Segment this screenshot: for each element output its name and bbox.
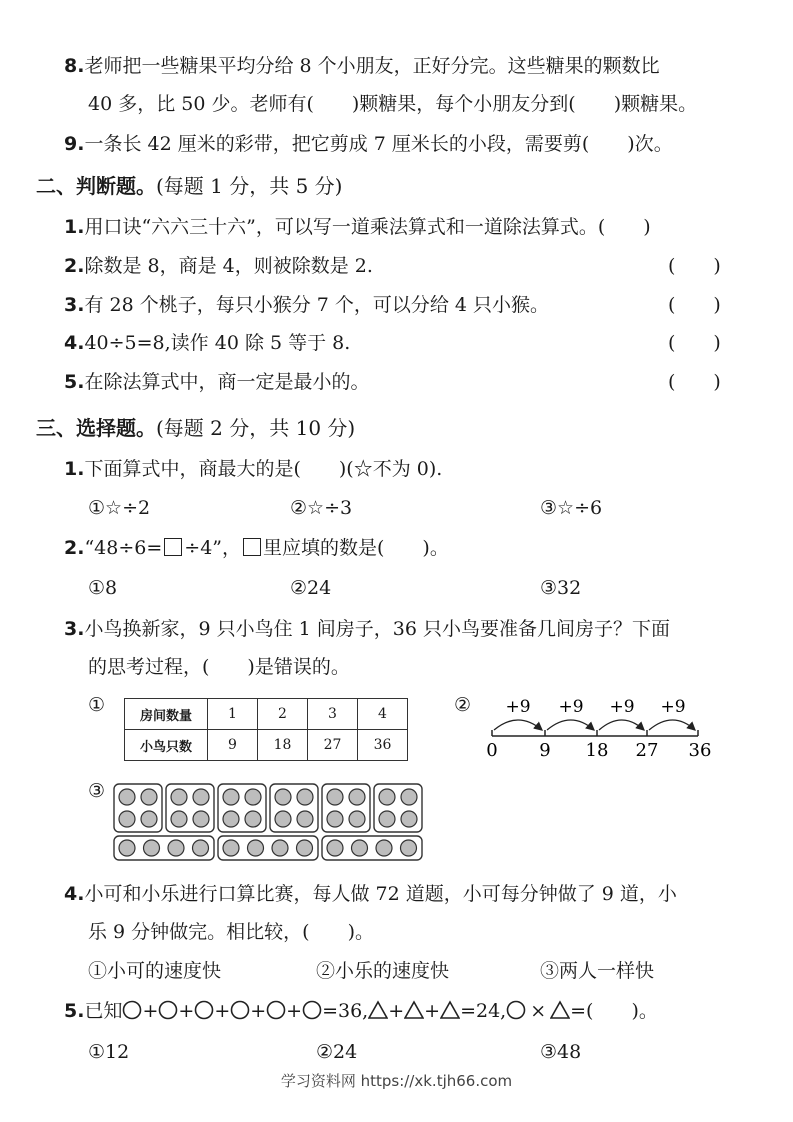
dot <box>168 840 184 856</box>
option-2: ②☆÷3 <box>290 497 353 519</box>
option-2: ②24 <box>290 577 332 599</box>
triangle-icon <box>368 1000 388 1022</box>
judge-item-2 <box>64 254 373 278</box>
tick-36 <box>689 730 712 761</box>
question-number: 4. <box>64 883 85 905</box>
choice-question-3-line1 <box>64 617 670 641</box>
circle-sum <box>122 1000 322 1022</box>
svg-text:+9: +9 <box>660 697 686 717</box>
answer-paren: ( ) <box>668 255 721 277</box>
dot <box>349 811 365 827</box>
question-number: 3. <box>64 294 85 316</box>
judge-item-3 <box>64 293 549 317</box>
plus-sign: + <box>388 1000 405 1022</box>
option-2: ②24 <box>316 1041 358 1063</box>
svg-text:+9: +9 <box>609 697 635 717</box>
question-text: 除数是 8，商是 4，则被除数是 2. <box>84 255 373 277</box>
jump-arrow <box>649 697 695 730</box>
circle-icon <box>158 1000 178 1022</box>
tick-0 <box>486 730 497 761</box>
circle-icon <box>122 1000 142 1022</box>
triangle-sum <box>368 1000 460 1022</box>
section-title: 三、选择题。 <box>36 416 156 440</box>
plus-sign: + <box>142 1000 159 1022</box>
table-cell: 27 <box>308 730 358 761</box>
blank-box-icon <box>164 538 182 556</box>
dot <box>223 840 239 856</box>
table-row <box>125 699 408 730</box>
option-1: ①12 <box>88 1041 130 1063</box>
dot <box>119 811 135 827</box>
dot <box>349 789 365 805</box>
dot <box>193 811 209 827</box>
dot <box>193 789 209 805</box>
jump-arrow <box>547 697 594 730</box>
section-subtitle: (每题 2 分，共 10 分) <box>156 416 356 440</box>
plus-sign: + <box>286 1000 303 1022</box>
question-text: 40÷5=8,读作 40 除 5 等于 8. <box>84 332 351 354</box>
choice-question-4-line1 <box>64 882 677 906</box>
question-text: 里应填的数是( )。 <box>263 537 449 559</box>
figure-marker-2: ② <box>454 694 472 716</box>
question-number: 8. <box>64 55 85 77</box>
question-text: =( )。 <box>570 1000 658 1022</box>
dot <box>297 840 313 856</box>
answer-paren: ( ) <box>668 332 721 354</box>
question-number: 9. <box>64 133 85 155</box>
question-number: 3. <box>64 618 85 640</box>
plus-sign: + <box>178 1000 195 1022</box>
question-text: 小可和小乐进行口算比赛，每人做 72 道题，小可每分钟做了 9 道，小 <box>84 883 677 905</box>
circle-icon <box>230 1000 250 1022</box>
grouped-dots-figure <box>112 782 432 862</box>
table-cell: 4 <box>358 699 408 730</box>
option-2: ②小乐的速度快 <box>316 960 450 982</box>
question-number: 5. <box>64 371 85 393</box>
dot <box>379 811 395 827</box>
dot <box>401 789 417 805</box>
dot <box>275 811 291 827</box>
choice-question-2 <box>64 536 449 560</box>
dot <box>248 840 264 856</box>
dot <box>327 789 343 805</box>
dot <box>223 789 239 805</box>
plus-sign: + <box>250 1000 267 1022</box>
option-3: ③48 <box>540 1041 582 1063</box>
dot <box>376 840 392 856</box>
svg-text:+9: +9 <box>558 697 584 717</box>
question-number: 1. <box>64 458 85 480</box>
question-text: 小鸟换新家，9 只小鸟住 1 间房子，36 只小鸟要准备几间房子？下面 <box>84 618 670 640</box>
times-sign: × <box>530 1000 547 1022</box>
table-cell: 18 <box>258 730 308 761</box>
question-number: 2. <box>64 537 85 559</box>
question-text: 一条长 42 厘米的彩带，把它剪成 7 厘米长的小段，需要剪( )次。 <box>84 133 673 155</box>
figure-marker-3: ③ <box>88 780 106 802</box>
table-row <box>125 730 408 761</box>
option-1: ①8 <box>88 577 118 599</box>
judge-item-4 <box>64 331 350 355</box>
question-text: 有 28 个桃子，每只小猴分 7 个，可以分给 4 只小猴。 <box>84 294 550 316</box>
dot <box>141 811 157 827</box>
table-cell: 36 <box>358 730 408 761</box>
plus-sign: + <box>214 1000 231 1022</box>
option-3: ③☆÷6 <box>540 497 603 519</box>
dot <box>223 811 239 827</box>
option-3: ③两人一样快 <box>540 960 655 982</box>
dot <box>171 811 187 827</box>
question-text: 老师把一些糖果平均分给 8 个小朋友，正好分完。这些糖果的颗数比 <box>84 55 660 77</box>
figure-marker-1: ① <box>88 694 106 716</box>
question-number: 2. <box>64 255 85 277</box>
tick-9 <box>539 730 550 761</box>
judge-item-1 <box>64 215 651 239</box>
question-text: =36, <box>322 1000 369 1022</box>
jump-arrow <box>599 697 644 730</box>
answer-paren: ( ) <box>668 294 721 316</box>
svg-text:27: 27 <box>635 740 659 761</box>
choice-question-5 <box>64 999 658 1023</box>
tick-18 <box>586 730 609 761</box>
dot <box>327 840 343 856</box>
svg-text:0: 0 <box>486 740 498 761</box>
question-text: 用口诀“六六三十六”，可以写一道乘法算式和一道除法算式。( ) <box>84 216 651 238</box>
plus-sign: + <box>424 1000 441 1022</box>
section-3-heading <box>36 416 355 440</box>
option-1: ①☆÷2 <box>88 497 151 519</box>
question-number: 5. <box>64 1000 85 1022</box>
table-cell: 3 <box>308 699 358 730</box>
option-1: ①小可的速度快 <box>88 960 222 982</box>
dot <box>144 840 160 856</box>
question-text: =24, <box>460 1000 507 1022</box>
svg-text:+9: +9 <box>505 697 531 717</box>
judge-item-5 <box>64 370 369 394</box>
footer-watermark: 学习资料网 https://xk.tjh66.com <box>280 1072 513 1090</box>
section-2-heading <box>36 174 342 198</box>
dot <box>245 789 261 805</box>
rooms-birds-table <box>124 698 408 761</box>
tick-27 <box>636 730 659 761</box>
jump-arrow <box>494 697 542 730</box>
question-text: 在除法算式中，商一定是最小的。 <box>84 371 370 393</box>
section-title: 二、判断题。 <box>36 174 156 198</box>
dot <box>401 811 417 827</box>
circle-icon <box>506 1000 526 1022</box>
dot <box>119 840 135 856</box>
choice-question-1 <box>64 457 442 481</box>
svg-text:9: 9 <box>539 740 551 761</box>
question-9 <box>64 132 673 156</box>
question-8-line2: 40 多，比 50 少。老师有( )颗糖果，每个小朋友分到( )颗糖果。 <box>88 93 698 115</box>
circle-icon <box>266 1000 286 1022</box>
dot <box>401 840 417 856</box>
section-subtitle: (每题 1 分，共 5 分) <box>156 174 343 198</box>
dot <box>119 789 135 805</box>
question-text: 下面算式中，商最大的是( )(☆不为 0). <box>84 458 443 480</box>
table-cell: 9 <box>208 730 258 761</box>
number-line-figure <box>478 694 728 764</box>
dot <box>275 789 291 805</box>
dot <box>352 840 368 856</box>
dot <box>297 811 313 827</box>
question-text: “48÷6= <box>84 537 163 559</box>
table-cell: 2 <box>258 699 308 730</box>
triangle-icon <box>404 1000 424 1022</box>
dot <box>193 840 209 856</box>
svg-text:18: 18 <box>585 740 609 761</box>
dot <box>327 811 343 827</box>
choice-question-3-line2: 的思考过程，( )是错误的。 <box>88 656 350 678</box>
question-8-line1 <box>64 54 660 78</box>
option-3: ③32 <box>540 577 582 599</box>
dot <box>245 811 261 827</box>
svg-text:36: 36 <box>688 740 712 761</box>
circle-icon <box>194 1000 214 1022</box>
table-cell: 房间数量 <box>125 699 208 730</box>
table-cell: 1 <box>208 699 258 730</box>
dot <box>379 789 395 805</box>
question-text: ÷4”， <box>184 537 242 559</box>
triangle-icon <box>440 1000 460 1022</box>
choice-question-4-line2: 乐 9 分钟做完。相比较，( )。 <box>88 921 374 943</box>
dot <box>171 789 187 805</box>
dot <box>141 789 157 805</box>
question-number: 4. <box>64 332 85 354</box>
answer-paren: ( ) <box>668 371 721 393</box>
triangle-icon <box>550 1000 570 1022</box>
blank-box-icon <box>243 538 261 556</box>
question-text: 已知 <box>84 1000 123 1022</box>
circle-icon <box>302 1000 322 1022</box>
question-number: 1. <box>64 216 85 238</box>
table-cell: 小鸟只数 <box>125 730 208 761</box>
dot <box>297 789 313 805</box>
dot <box>272 840 288 856</box>
